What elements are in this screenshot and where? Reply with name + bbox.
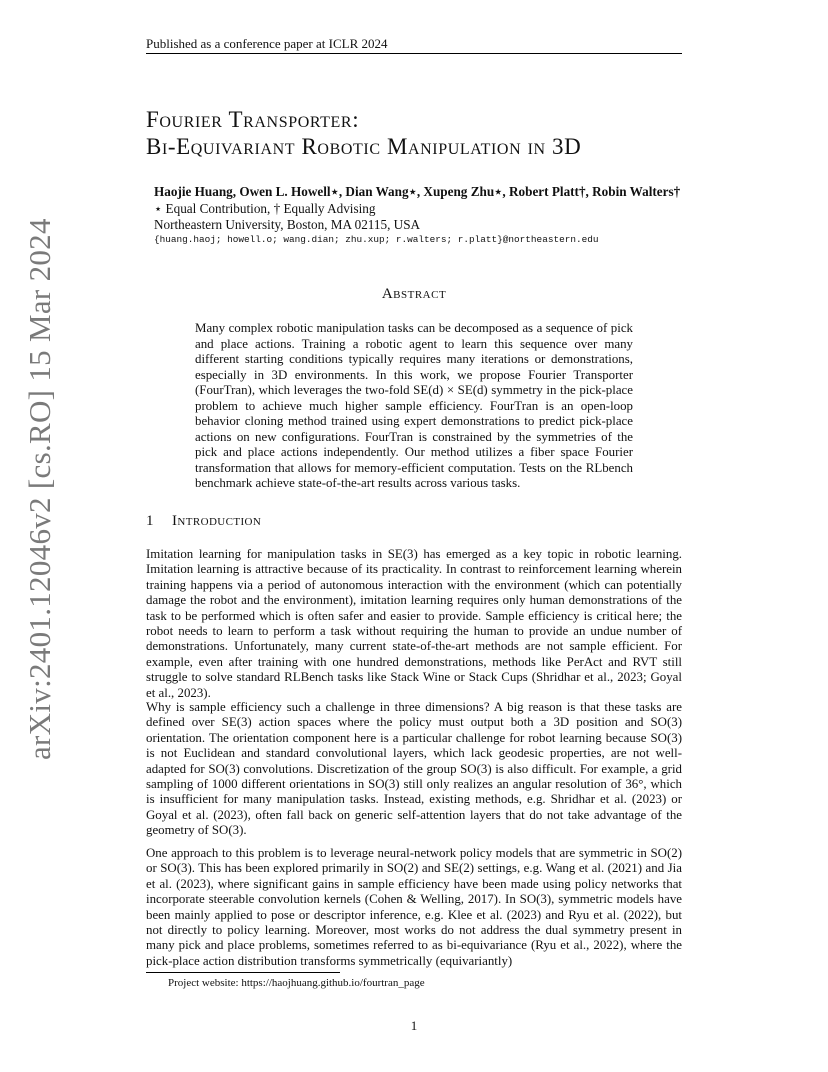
section-number: 1 (146, 513, 154, 529)
page-number: 1 (410, 1018, 418, 1033)
author-list: Haojie Huang, Owen L. Howell⋆, Dian Wang⋆, Xupeng Zhu⋆, Robert Platt†, Robin Walters† (154, 184, 681, 199)
running-header: Published as a conference paper at ICLR 2024 (146, 36, 388, 51)
paper-title (146, 106, 706, 160)
title-line-2: Bi-Equivariant Robotic Manipulation in 3D (146, 134, 582, 159)
intro-paragraph-3: One approach to this problem is to leverage neural-network policy models that are symmetric in SO(2) or SO(3). This has been explored primarily in SO(2) and SE(2) settings, e.g. Wang et al. (2021) and Jia et al. (2023), where significant gains in sample efficiency have been made using policy networks that incorporate steerable convolution kernels (Cohen & Welling, 2017). In SO(3), symmetric models have been mainly applied to pose or descriptor inference, e.g. Klee et al. (2023) and Ryu et al. (2022), but not directly to policy learning. Moreover, most works do not address the dual symmetry present in many pick and place problems, sometimes referred to as bi-equivariance (Ryu et al., 2022), where the pick-place action distribution transforms symmetrically (equivariantly) (146, 846, 682, 968)
section-title: Introduction (172, 513, 262, 529)
contribution-note: ⋆ Equal Contribution, † Equally Advising (154, 201, 376, 216)
header-rule (146, 53, 682, 54)
title-line-1: Fourier Transporter: (146, 107, 360, 132)
intro-paragraph-2: Why is sample efficiency such a challenge in three dimensions? A big reason is that these tasks are defined over SE(3) action spaces where the policy must output both a 3D position and SO(3) orientation. The orientation component here is a particular challenge for robot learning because SO(3) is not Euclidean and standard convolutional layers, which lack geodesic properties, are not well-adapted for SO(3) convolutions. Discretization of the group SO(3) is also difficult. For example, a grid sampling of 1000 different orientations in SO(3) still only realizes an angular resolution of 36°, which is insufficient for many manipulation tasks. Instead, existing methods, e.g. Shridhar et al. (2023) or Goyal et al. (2023), often fall back on generic self-attention layers that do not take advantage of the geometry of SO(3). (146, 700, 682, 838)
footnote-rule (146, 972, 340, 973)
section-heading-introduction (146, 513, 682, 530)
abstract-heading: Abstract (381, 286, 447, 302)
abstract-text: Many complex robotic manipulation tasks can be decomposed as a sequence of pick and place actions. Training a robotic agent to learn this sequence over many different starting conditions typically requires many iterations or demonstrations, especially in 3D environments. In this work, we propose Fourier Transporter (FourTran), which leverages the two-fold SE(d) × SE(d) symmetry in the pick-place problem to achieve much higher sample efficiency. FourTran is an open-loop behavior cloning method trained using expert demonstrations to predict pick-place actions on new configurations. FourTran is constrained by the symmetries of the pick and place actions independently. Our method utilizes a fiber space Fourier transformation that allows for memory-efficient computation. Tests on the RLbench benchmark achieve state-of-the-art results across various tasks. (195, 321, 633, 490)
arxiv-sidebar-stamp: arXiv:2401.12046v2 [cs.RO] 15 Mar 2024 (22, 218, 57, 760)
institution: Northeastern University, Boston, MA 02115, USA (154, 217, 421, 232)
footnote-project-website: Project website: https://haojhuang.github.io/fourtran_page (168, 977, 425, 989)
author-emails: {huang.haoj; howell.o; wang.dian; zhu.xup; r.walters; r.platt}@northeastern.edu (154, 234, 599, 245)
intro-paragraph-1: Imitation learning for manipulation tasks in SE(3) has emerged as a key topic in robotic learning. Imitation learning is attractive because of its practicality. In contrast to reinforcement learning wherein training happens via a period of autonomous interaction with the environment (which can potentially damage the robot and the environment), imitation learning requires only human demonstrations of the task to be performed which is often safer and easier to provide. Sample efficiency is critical here; the robot needs to learn to perform a task without requiring the human to provide an undue number of demonstrations. Unfortunately, many current state-of-the-art methods are not sample efficient. For example, even after training with one hundred demonstrations, methods like PerAct and RVT still struggle to solve standard RLBench tasks like Stack Wine or Stack Cups (Shridhar et al., 2023; Goyal et al., 2023). (146, 547, 682, 700)
